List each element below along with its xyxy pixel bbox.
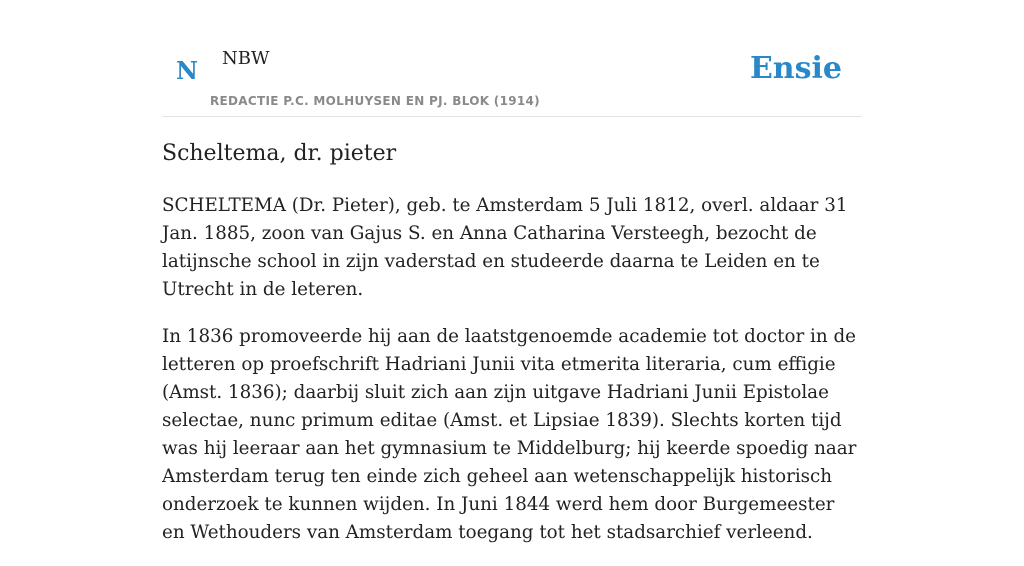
source-logo[interactable]: N (176, 56, 198, 85)
ensie-logo[interactable]: Ensie (749, 51, 842, 86)
article-paragraph: SCHELTEMA (Dr. Pieter), geb. te Amsterdam 5 Juli 1812, overl. aldaar 31 Jan. 1885, zoon van Gajus S. en Anna Catharina Versteegh, bezocht de latijnsche school in zijn vaderstad en studeerde daarna te Leiden en te Utrecht in de leteren. (162, 195, 848, 300)
source-header (162, 38, 862, 117)
source-title-link[interactable]: NBW (222, 48, 270, 69)
article-paragraph: In 1836 promoveerde hij aan de laatstgenoemde academie tot doctor in de letteren op proefschrift Hadriani Junii vita etmerita literaria, cum effigie (Amst. 1836); daarbij sluit zich aan zijn uitgave Hadriani Junii Epistolae selectae, nunc primum editae (Amst. et Lipsiae 1839). Slechts korten tijd was hij leeraar aan het gymnasium te Middelburg; hij keerde spoedig naar Amsterdam terug ten einde zich geheel aan wetenschappelijk historisch onderzoek te kunnen wijden. In Juni 1844 werd hem door Burgemeester en Wethouders van Amsterdam toegang tot het stadsarchief verleend. (162, 326, 857, 543)
source-editors: REDACTIE P.C. MOLHUYSEN EN PJ. BLOK (1914) (210, 94, 540, 108)
article (162, 138, 862, 566)
article-title: Scheltema, dr. pieter (162, 141, 397, 166)
